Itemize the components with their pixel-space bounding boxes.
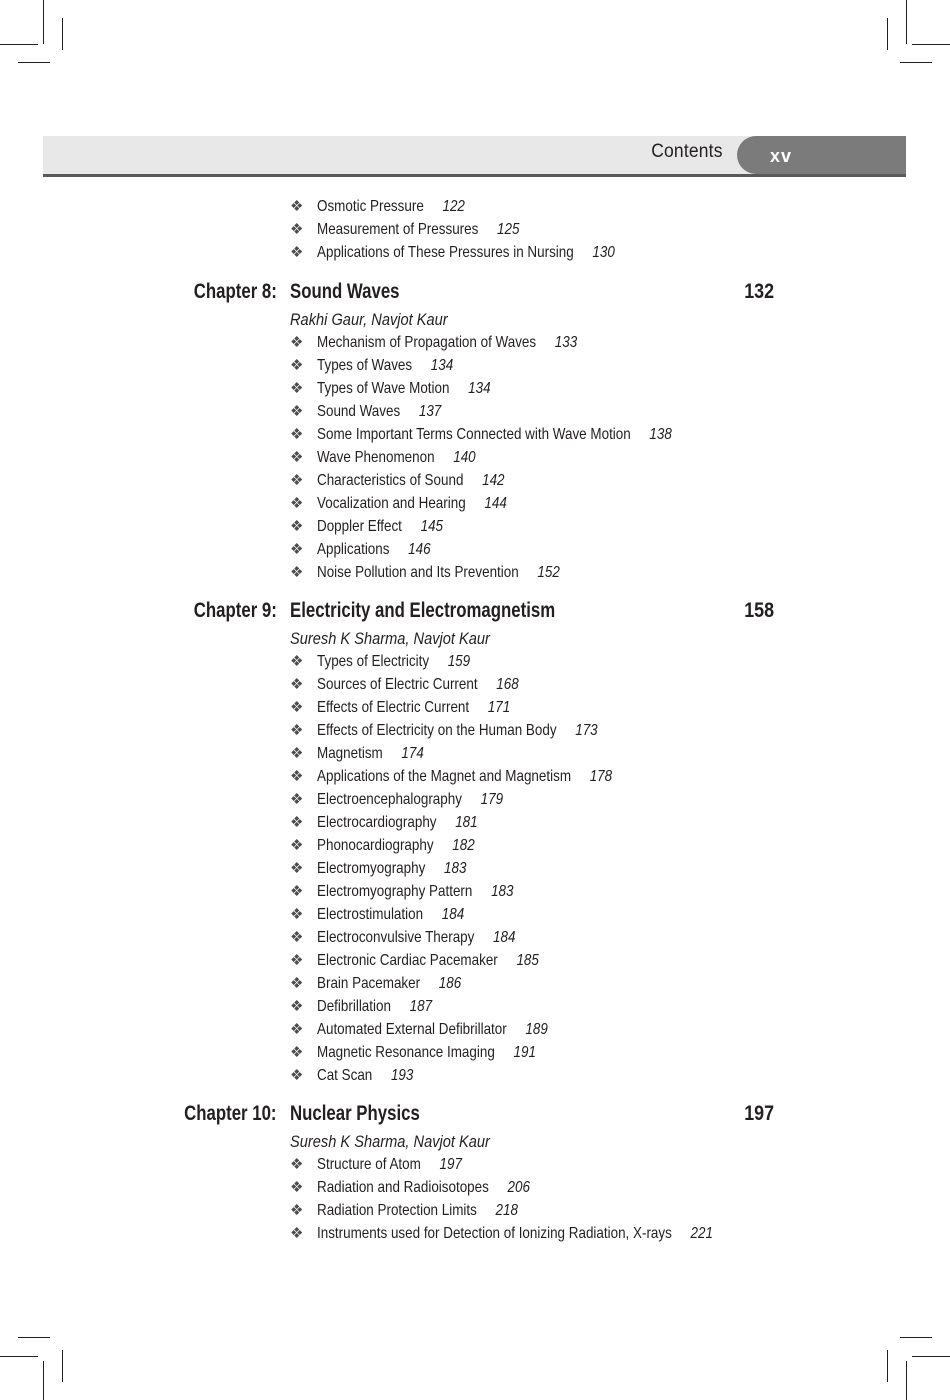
spacer bbox=[574, 244, 593, 261]
toc-entry-title: Mechanism of Propagation of Waves bbox=[317, 334, 537, 351]
toc-entry-page: 137 bbox=[418, 403, 442, 420]
page-number: xv bbox=[770, 146, 793, 166]
diamond-bullet-icon: ❖ bbox=[290, 653, 304, 670]
chapter-page-number: 197 bbox=[744, 1102, 774, 1125]
spacer bbox=[478, 676, 497, 693]
diamond-bullet-icon: ❖ bbox=[290, 768, 304, 785]
spacer bbox=[495, 1044, 514, 1061]
crop-mark bbox=[900, 62, 932, 63]
toc-entry[interactable] bbox=[290, 562, 606, 584]
spacer bbox=[631, 426, 650, 443]
spacer bbox=[425, 860, 444, 877]
toc-entry-title: Measurement of Pressures bbox=[317, 221, 479, 238]
toc-entry-page: 197 bbox=[439, 1156, 462, 1173]
toc-entry[interactable] bbox=[290, 927, 553, 949]
spacer bbox=[429, 653, 448, 670]
toc-entry[interactable] bbox=[290, 1223, 788, 1245]
toc-entry[interactable] bbox=[290, 1154, 490, 1176]
crop-mark bbox=[43, 1361, 44, 1400]
crop-mark bbox=[906, 1361, 907, 1400]
toc-entry-text bbox=[317, 950, 539, 972]
toc-entry-title: Effects of Electric Current bbox=[317, 699, 470, 716]
diamond-bullet-icon: ❖ bbox=[290, 472, 304, 489]
diamond-bullet-icon: ❖ bbox=[290, 357, 304, 374]
diamond-bullet-icon: ❖ bbox=[290, 1225, 304, 1242]
toc-entry-title: Sources of Electric Current bbox=[317, 676, 478, 693]
toc-entry-title: Electrocardiography bbox=[317, 814, 437, 831]
spacer bbox=[400, 403, 419, 420]
toc-entry[interactable] bbox=[290, 424, 739, 446]
toc-entry[interactable] bbox=[290, 674, 557, 696]
chapter-label: Chapter 9: bbox=[193, 599, 277, 622]
toc-entry[interactable] bbox=[290, 835, 505, 857]
crop-mark bbox=[900, 1337, 932, 1338]
toc-entry-text bbox=[317, 401, 441, 423]
toc-entry-text bbox=[317, 242, 615, 264]
spacer bbox=[383, 745, 402, 762]
toc-entry-page: 133 bbox=[554, 334, 578, 351]
toc-entry-text bbox=[317, 196, 465, 218]
diamond-bullet-icon: ❖ bbox=[290, 1021, 304, 1038]
toc-entry-text bbox=[317, 1154, 462, 1176]
diamond-bullet-icon: ❖ bbox=[290, 1179, 304, 1196]
toc-entry-page: 185 bbox=[516, 952, 539, 969]
crop-mark bbox=[62, 1350, 63, 1382]
chapter-authors: Rakhi Gaur, Navjot Kaur bbox=[290, 310, 448, 329]
toc-entry-text bbox=[317, 562, 560, 584]
toc-entry[interactable] bbox=[290, 812, 508, 834]
chapter-page-number: 158 bbox=[744, 599, 774, 622]
spacer bbox=[372, 1067, 391, 1084]
toc-entry-text bbox=[317, 1042, 536, 1064]
toc-entry-title: Electroconvulsive Therapy bbox=[317, 929, 475, 946]
crop-mark bbox=[0, 44, 38, 45]
toc-entry-title: Electrostimulation bbox=[317, 906, 424, 923]
diamond-bullet-icon: ❖ bbox=[290, 495, 304, 512]
toc-entry-page: 191 bbox=[513, 1044, 536, 1061]
toc-entry-text bbox=[317, 516, 443, 538]
diamond-bullet-icon: ❖ bbox=[290, 564, 304, 581]
toc-entry[interactable] bbox=[290, 1177, 571, 1199]
toc-entry-page: 171 bbox=[487, 699, 511, 716]
spacer bbox=[466, 495, 485, 512]
diamond-bullet-icon: ❖ bbox=[290, 814, 304, 831]
toc-entry[interactable] bbox=[290, 766, 668, 788]
toc-entry[interactable] bbox=[290, 447, 506, 469]
chapter-page-number: 132 bbox=[744, 280, 774, 303]
toc-entry[interactable] bbox=[290, 539, 452, 561]
spacer bbox=[424, 198, 443, 215]
spacer bbox=[519, 564, 538, 581]
toc-entry-title: Cat Scan bbox=[317, 1067, 373, 1084]
toc-entry-text bbox=[317, 858, 466, 880]
toc-entry[interactable] bbox=[290, 219, 558, 241]
toc-entry-page: 206 bbox=[507, 1179, 530, 1196]
crop-mark bbox=[0, 1356, 38, 1357]
toc-entry-text bbox=[317, 720, 598, 742]
diamond-bullet-icon: ❖ bbox=[290, 198, 304, 215]
spacer bbox=[421, 1156, 440, 1173]
toc-entry-title: Automated External Defibrillator bbox=[317, 1021, 507, 1038]
toc-entry-title: Some Important Terms Connected with Wave Motion bbox=[317, 426, 631, 443]
crop-mark bbox=[62, 18, 63, 50]
toc-entry[interactable] bbox=[290, 651, 499, 673]
toc-entry-page: 146 bbox=[408, 541, 431, 558]
diamond-bullet-icon: ❖ bbox=[290, 676, 304, 693]
toc-entry-page: 152 bbox=[537, 564, 560, 581]
toc-entry-text bbox=[317, 378, 491, 400]
toc-entry[interactable] bbox=[290, 332, 627, 354]
toc-entry-text bbox=[317, 789, 503, 811]
spacer bbox=[435, 449, 454, 466]
spacer bbox=[474, 929, 493, 946]
toc-entry-title: Types of Waves bbox=[317, 357, 413, 374]
crop-mark bbox=[43, 0, 44, 44]
diamond-bullet-icon: ❖ bbox=[290, 244, 304, 261]
toc-entry-page: 168 bbox=[496, 676, 519, 693]
toc-entry[interactable] bbox=[290, 355, 479, 377]
toc-entry-text bbox=[317, 1019, 548, 1041]
toc-entry-text bbox=[317, 332, 577, 354]
toc-entry-title: Magnetic Resonance Imaging bbox=[317, 1044, 495, 1061]
toc-entry-title: Noise Pollution and Its Prevention bbox=[317, 564, 519, 581]
toc-entry-title: Phonocardiography bbox=[317, 837, 434, 854]
diamond-bullet-icon: ❖ bbox=[290, 1067, 304, 1084]
toc-entry-title: Electromyography Pattern bbox=[317, 883, 473, 900]
toc-entry-title: Magnetism bbox=[317, 745, 383, 762]
crop-mark bbox=[912, 1356, 950, 1357]
spacer bbox=[498, 952, 517, 969]
diamond-bullet-icon: ❖ bbox=[290, 1156, 304, 1173]
toc-entry[interactable] bbox=[290, 996, 454, 1018]
page-number-tab bbox=[737, 136, 906, 174]
toc-entry-title: Doppler Effect bbox=[317, 518, 402, 535]
toc-entry-title: Effects of Electricity on the Human Body bbox=[317, 722, 557, 739]
spacer bbox=[571, 768, 590, 785]
spacer bbox=[489, 1179, 508, 1196]
toc-entry-page: 181 bbox=[455, 814, 478, 831]
toc-entry-page: 159 bbox=[447, 653, 471, 670]
diamond-bullet-icon: ❖ bbox=[290, 699, 304, 716]
toc-entry-text bbox=[317, 470, 505, 492]
spacer bbox=[536, 334, 555, 351]
chapter-title[interactable]: Electricity and Electromagnetism bbox=[290, 599, 556, 622]
toc-entry[interactable] bbox=[290, 789, 539, 811]
toc-entry[interactable] bbox=[290, 516, 467, 538]
diamond-bullet-icon: ❖ bbox=[290, 426, 304, 443]
toc-entry-text bbox=[317, 355, 453, 377]
toc-entry-page: 178 bbox=[589, 768, 613, 785]
toc-entry-page: 221 bbox=[690, 1225, 713, 1242]
toc-entry[interactable] bbox=[290, 697, 547, 719]
toc-entry-text bbox=[317, 424, 672, 446]
toc-entry[interactable] bbox=[290, 881, 551, 903]
toc-entry[interactable] bbox=[290, 904, 492, 926]
toc-entry-text bbox=[317, 904, 464, 926]
spacer bbox=[557, 722, 576, 739]
toc-entry[interactable] bbox=[290, 1200, 556, 1222]
toc-entry-page: 145 bbox=[420, 518, 444, 535]
chapter-authors: Suresh K Sharma, Navjot Kaur bbox=[290, 1132, 490, 1151]
chapter-title[interactable]: Sound Waves bbox=[290, 280, 400, 303]
toc-entry-page: 183 bbox=[491, 883, 514, 900]
toc-entry-text bbox=[317, 973, 461, 995]
toc-entry-title: Electronic Cardiac Pacemaker bbox=[317, 952, 498, 969]
toc-entry-text bbox=[317, 219, 519, 241]
spacer bbox=[478, 221, 497, 238]
toc-entry-page: 140 bbox=[453, 449, 476, 466]
toc-entry-page: 189 bbox=[525, 1021, 548, 1038]
toc-entry-text bbox=[317, 1223, 713, 1245]
toc-entry-title: Wave Phenomenon bbox=[317, 449, 435, 466]
diamond-bullet-icon: ❖ bbox=[290, 883, 304, 900]
toc-entry[interactable] bbox=[290, 196, 493, 218]
diamond-bullet-icon: ❖ bbox=[290, 745, 304, 762]
toc-entry-title: Sound Waves bbox=[317, 403, 401, 420]
spacer bbox=[449, 380, 468, 397]
toc-entry[interactable] bbox=[290, 401, 465, 423]
diamond-bullet-icon: ❖ bbox=[290, 860, 304, 877]
toc-entry-text bbox=[317, 835, 475, 857]
toc-entry-title: Characteristics of Sound bbox=[317, 472, 464, 489]
diamond-bullet-icon: ❖ bbox=[290, 998, 304, 1015]
toc-entry[interactable] bbox=[290, 720, 651, 742]
diamond-bullet-icon: ❖ bbox=[290, 541, 304, 558]
toc-entry-title: Electromyography bbox=[317, 860, 426, 877]
spacer bbox=[402, 518, 421, 535]
spacer bbox=[507, 1021, 526, 1038]
toc-entry-page: 142 bbox=[482, 472, 505, 489]
toc-entry-text bbox=[317, 766, 612, 788]
toc-entry-title: Radiation Protection Limits bbox=[317, 1202, 477, 1219]
toc-entry-text bbox=[317, 1065, 413, 1087]
spacer bbox=[477, 1202, 496, 1219]
toc-entry-page: 183 bbox=[443, 860, 467, 877]
crop-mark bbox=[18, 62, 50, 63]
toc-entry-page: 125 bbox=[497, 221, 520, 238]
toc-entry-title: Electroencephalography bbox=[317, 791, 462, 808]
toc-entry-page: 174 bbox=[401, 745, 424, 762]
toc-entry-title: Types of Wave Motion bbox=[317, 380, 450, 397]
toc-entry-page: 184 bbox=[493, 929, 516, 946]
spacer bbox=[437, 814, 456, 831]
crop-mark bbox=[887, 1350, 888, 1382]
toc-entry-text bbox=[317, 881, 513, 903]
crop-mark bbox=[906, 0, 907, 44]
toc-entry[interactable] bbox=[290, 1065, 432, 1087]
diamond-bullet-icon: ❖ bbox=[290, 221, 304, 238]
toc-entry-page: 187 bbox=[409, 998, 433, 1015]
diamond-bullet-icon: ❖ bbox=[290, 403, 304, 420]
spacer bbox=[420, 975, 439, 992]
diamond-bullet-icon: ❖ bbox=[290, 1202, 304, 1219]
diamond-bullet-icon: ❖ bbox=[290, 952, 304, 969]
toc-entry-page: 179 bbox=[480, 791, 504, 808]
toc-entry-title: Instruments used for Detection of Ionizing Radiation, X-rays bbox=[317, 1225, 672, 1242]
toc-entry-text bbox=[317, 1200, 518, 1222]
running-title: Contents bbox=[651, 141, 723, 162]
diamond-bullet-icon: ❖ bbox=[290, 1044, 304, 1061]
toc-entry[interactable] bbox=[290, 378, 524, 400]
toc-entry-text bbox=[317, 697, 510, 719]
toc-entry-text bbox=[317, 812, 478, 834]
toc-entry-title: Structure of Atom bbox=[317, 1156, 421, 1173]
toc-entry-text bbox=[317, 447, 476, 469]
toc-entry[interactable] bbox=[290, 1019, 592, 1041]
spacer bbox=[423, 906, 442, 923]
toc-entry[interactable] bbox=[290, 470, 540, 492]
diamond-bullet-icon: ❖ bbox=[290, 380, 304, 397]
spacer bbox=[469, 699, 488, 716]
spacer bbox=[391, 998, 410, 1015]
crop-mark bbox=[18, 1337, 50, 1338]
toc-entry[interactable] bbox=[290, 743, 444, 765]
diamond-bullet-icon: ❖ bbox=[290, 837, 304, 854]
toc-entry-page: 122 bbox=[442, 198, 465, 215]
toc-entry-title: Applications of These Pressures in Nursing bbox=[317, 244, 574, 261]
toc-entry-page: 186 bbox=[438, 975, 462, 992]
toc-entry[interactable] bbox=[290, 973, 489, 995]
toc-entry-text bbox=[317, 743, 424, 765]
spacer bbox=[463, 472, 482, 489]
toc-entry-text bbox=[317, 1177, 530, 1199]
toc-entry-text bbox=[317, 539, 431, 561]
toc-entry-title: Vocalization and Hearing bbox=[317, 495, 466, 512]
toc-entry-text bbox=[317, 996, 432, 1018]
toc-entry-text bbox=[317, 493, 507, 515]
chapter-title[interactable]: Nuclear Physics bbox=[290, 1102, 420, 1125]
diamond-bullet-icon: ❖ bbox=[290, 722, 304, 739]
chapter-label: Chapter 10: bbox=[184, 1102, 277, 1125]
toc-entry-page: 193 bbox=[390, 1067, 414, 1084]
chapter-label: Chapter 8: bbox=[193, 280, 277, 303]
toc-entry-page: 173 bbox=[575, 722, 598, 739]
toc-entry-page: 144 bbox=[484, 495, 507, 512]
toc-entry[interactable] bbox=[290, 858, 495, 880]
toc-entry-page: 138 bbox=[649, 426, 672, 443]
diamond-bullet-icon: ❖ bbox=[290, 791, 304, 808]
toc-entry-text bbox=[317, 651, 470, 673]
toc-entry-page: 218 bbox=[495, 1202, 518, 1219]
spacer bbox=[672, 1225, 691, 1242]
toc-entry-page: 184 bbox=[441, 906, 465, 923]
toc-entry[interactable] bbox=[290, 950, 581, 972]
toc-entry-text bbox=[317, 927, 515, 949]
toc-entry-page: 134 bbox=[430, 357, 454, 374]
spacer bbox=[472, 883, 491, 900]
spacer bbox=[412, 357, 431, 374]
toc-entry-page: 182 bbox=[452, 837, 475, 854]
diamond-bullet-icon: ❖ bbox=[290, 929, 304, 946]
toc-entry-title: Brain Pacemaker bbox=[317, 975, 421, 992]
toc-entry[interactable] bbox=[290, 493, 543, 515]
toc-entry-title: Defibrillation bbox=[317, 998, 391, 1015]
toc-entry-title: Radiation and Radioisotopes bbox=[317, 1179, 489, 1196]
toc-entry-title: Types of Electricity bbox=[317, 653, 430, 670]
toc-entry-page: 130 bbox=[592, 244, 615, 261]
toc-entry-title: Applications of the Magnet and Magnetism bbox=[317, 768, 572, 785]
spacer bbox=[462, 791, 481, 808]
toc-entry-page: 134 bbox=[468, 380, 491, 397]
diamond-bullet-icon: ❖ bbox=[290, 906, 304, 923]
diamond-bullet-icon: ❖ bbox=[290, 975, 304, 992]
toc-entry-text bbox=[317, 674, 519, 696]
toc-entry[interactable] bbox=[290, 1042, 578, 1064]
crop-mark bbox=[912, 44, 950, 45]
diamond-bullet-icon: ❖ bbox=[290, 334, 304, 351]
diamond-bullet-icon: ❖ bbox=[290, 449, 304, 466]
toc-entry-title: Osmotic Pressure bbox=[317, 198, 424, 215]
diamond-bullet-icon: ❖ bbox=[290, 518, 304, 535]
crop-mark bbox=[887, 18, 888, 50]
spacer bbox=[434, 837, 453, 854]
header-rule bbox=[43, 174, 906, 177]
toc-entry-title: Applications bbox=[317, 541, 390, 558]
toc-entry[interactable] bbox=[290, 242, 672, 264]
chapter-authors: Suresh K Sharma, Navjot Kaur bbox=[290, 629, 490, 648]
spacer bbox=[389, 541, 408, 558]
